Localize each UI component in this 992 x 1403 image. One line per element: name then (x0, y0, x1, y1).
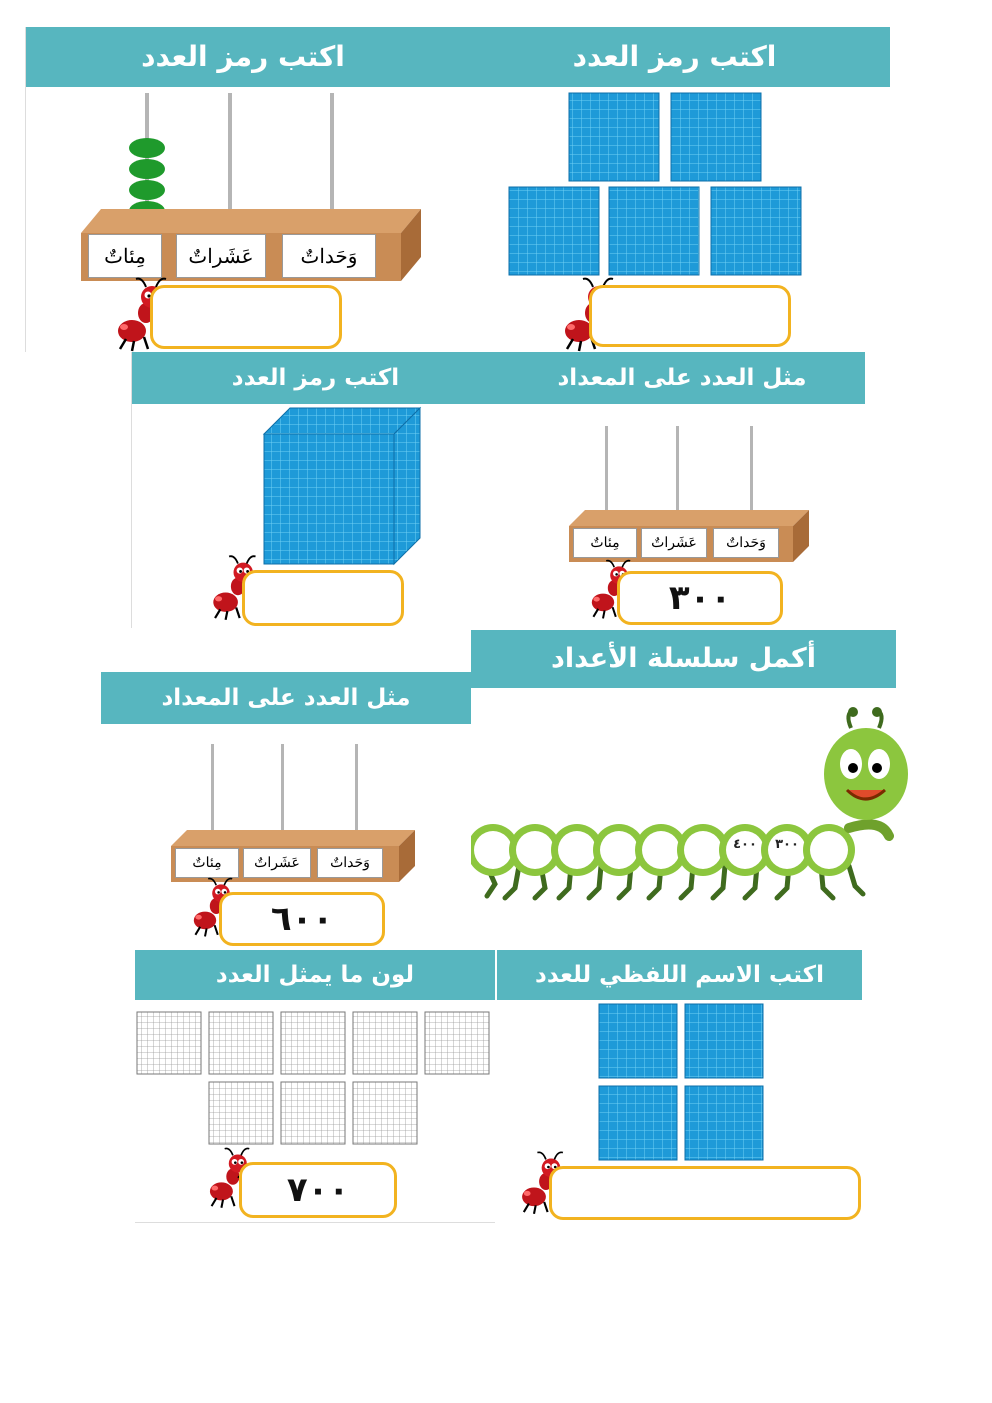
answer-box[interactable]: ٣٠٠ (617, 571, 783, 625)
label-tens: عَشَراتٌ (641, 528, 707, 558)
label-units: وَحَداتٌ (317, 848, 383, 878)
caterpillar-head (824, 707, 908, 836)
card-title: لون ما يمثل العدد (135, 950, 495, 1000)
card-title: اكتب رمز العدد (459, 27, 890, 87)
answer-box[interactable]: ٧٠٠ (239, 1162, 397, 1218)
grid-flats (135, 1010, 495, 1146)
sequence-value-300: ٣٠٠ (775, 837, 799, 852)
hundred-flat-icon (509, 91, 809, 281)
card-abacus-beads (25, 27, 460, 352)
label-tens: عَشَراتٌ (176, 234, 266, 278)
label-units: وَحَداتٌ (282, 234, 376, 278)
label-units: وَحَداتٌ (713, 528, 779, 558)
card-hundreds-flats (459, 27, 890, 352)
label-hundreds: مِئاتٌ (175, 848, 239, 878)
card-title: أكمل سلسلة الأعداد (471, 630, 896, 688)
label-tens: عَشَراتٌ (243, 848, 311, 878)
card-title: مثل العدد على المعداد (499, 352, 865, 404)
card-thousand-cube (131, 352, 499, 628)
hundred-flat-icon (599, 1004, 765, 1162)
sequence-value-400: ٤٠٠ (733, 837, 757, 852)
answer-box[interactable] (150, 285, 342, 349)
label-hundreds: مِئاتٌ (573, 528, 637, 558)
card-title: اكتب رمز العدد (132, 352, 499, 404)
card-title: اكتب رمز العدد (26, 27, 460, 87)
card-number-sequence (471, 630, 896, 948)
card-abacus-300 (499, 352, 865, 628)
card-title: اكتب الاسم اللفظي للعدد (497, 950, 862, 1000)
answer-box[interactable] (242, 570, 404, 626)
caterpillar-icon (471, 708, 896, 908)
answer-box[interactable]: ٦٠٠ (219, 892, 385, 946)
card-color-grids (135, 950, 495, 1223)
label-hundreds: مِئاتٌ (88, 234, 162, 278)
thousand-cube-icon (262, 406, 422, 566)
card-abacus-600 (101, 672, 471, 950)
card-word-name (497, 950, 862, 1222)
card-title: مثل العدد على المعداد (101, 672, 471, 724)
answer-box[interactable] (549, 1166, 861, 1220)
answer-box[interactable] (589, 285, 791, 347)
